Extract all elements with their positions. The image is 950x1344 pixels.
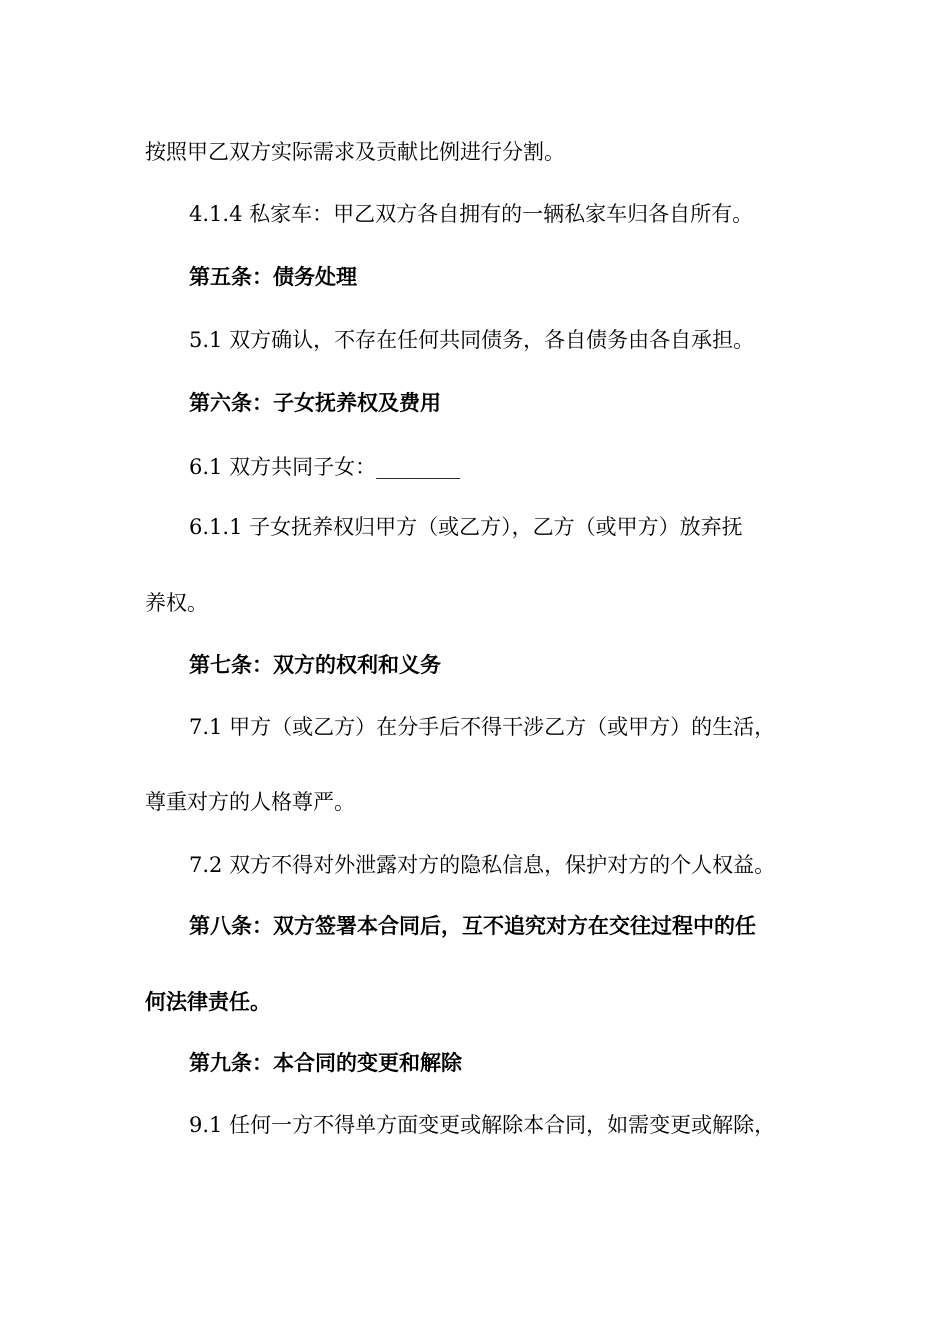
clause-7-2: 7.2 双方不得对外泄露对方的隐私信息，保护对方的个人权益。: [189, 853, 776, 877]
clause-7-1: 7.1 甲方（或乙方）在分手后不得干涉乙方（或甲方）的生活，: [189, 715, 776, 739]
clause-6-1-1: 6.1.1 子女抚养权归甲方（或乙方），乙方（或甲方）放弃抚: [189, 515, 743, 539]
clause-4-1-4: 4.1.4 私家车：甲乙双方各自拥有的一辆私家车归各自所有。: [189, 202, 754, 226]
article-7-heading: 第七条：双方的权利和义务: [189, 653, 441, 677]
article-8-heading: 第八条：双方签署本合同后，互不追究对方在交往过程中的任: [189, 914, 756, 938]
article-6-heading: 第六条：子女抚养权及费用: [189, 391, 441, 415]
article-5-heading: 第五条：债务处理: [189, 265, 357, 289]
article-9-heading: 第九条：本合同的变更和解除: [189, 1051, 462, 1075]
clause-6-1: 6.1 双方共同子女：________: [189, 455, 461, 479]
clause-5-1: 5.1 双方确认，不存在任何共同债务，各自债务由各自承担。: [189, 328, 755, 352]
clause-9-1: 9.1 任何一方不得单方面变更或解除本合同，如需变更或解除，: [189, 1113, 776, 1137]
clause-7-1-continuation: 尊重对方的人格尊严。: [145, 790, 355, 814]
paragraph-continuation: 按照甲乙双方实际需求及贡献比例进行分割。: [145, 140, 565, 164]
clause-6-1-1-continuation: 养权。: [145, 591, 208, 615]
article-8-continuation: 何法律责任。: [145, 990, 271, 1014]
